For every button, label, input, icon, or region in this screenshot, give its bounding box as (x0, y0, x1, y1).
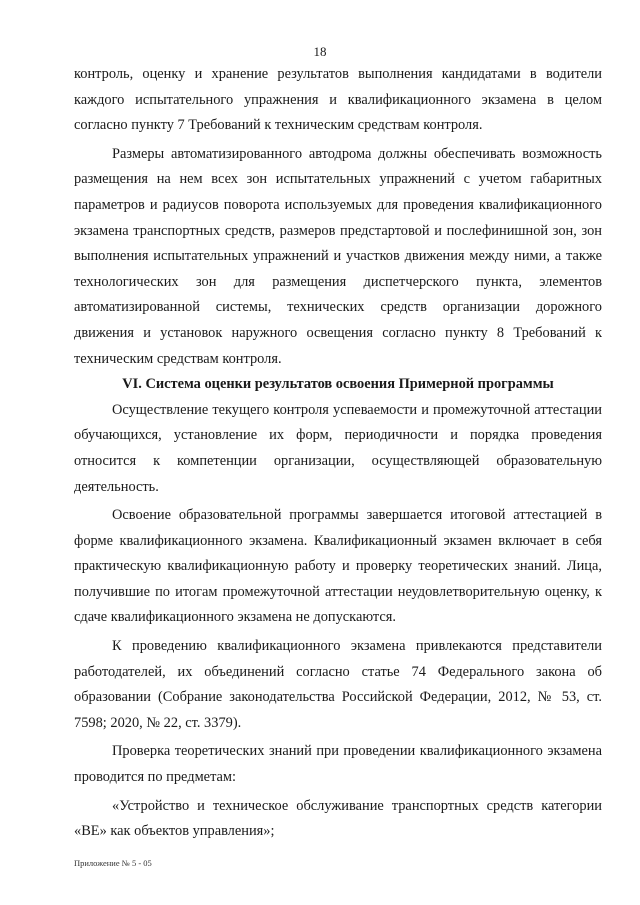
paragraph-autodrome-size: Размеры автоматизированного автодрома должны обеспечивать возможность размещения на нем всех зон испытательных упражнений с учетом габаритных параметров и радиусов поворота используемых для проведения квалификационного экзамена транспортных средств, размеров предстартовой и послефинишной зон, зон выполнения испытательных упражнений и участков движения между ними, а также технологических зон для размещения диспетчерского пункта, элементов автоматизированной системы, технических средств организации дорожного движения и установок наружного освещения согласно пункту 8 Требований к техническим средствам контроля. (74, 145, 602, 367)
page-number: 18 (313, 44, 327, 59)
paragraph-theory-check: Проверка теоретических знаний при проведении квалификационного экзамена проводится по предметам: (74, 743, 602, 786)
section-heading: VI. Система оценки результатов освоения Примерной программы (122, 376, 554, 393)
document-body (74, 62, 602, 845)
footer-note: Приложение № 5 - 05 (74, 858, 152, 868)
paragraph-employers: К проведению квалификационного экзамена привлекаются представители работодателей, их объединений согласно статье 74 Федерального закона об образовании (Собрание законодательства Российской Федерации, 2012, № 53, ст. 7598; 2020, № 22, ст. 3379). (74, 638, 602, 731)
paragraph-assessment: Осуществление текущего контроля успеваемости и промежуточной аттестации обучающихся, установление их форм, периодичности и порядка проведения относится к компетенции организации, осуществляющей образовательную деятельность. (74, 401, 602, 495)
paragraph-continuation: контроль, оценку и хранение результатов выполнения кандидатами в водители каждого испытательного упражнения и квалификационного экзамена в целом согласно пункту 7 Требований к техническим средствам контроля. (74, 66, 602, 134)
paragraph-subject-item: «Устройство и техническое обслуживание транспортных средств категории «ВЕ» как объектов управления»; (74, 797, 602, 840)
paragraph-final-attestation: Освоение образовательной программы завершается итоговой аттестацией в форме квалификационного экзамена. Квалификационный экзамен включает в себя практическую квалификационную работу и проверку теоретических знаний. Лица, получившие по итогам промежуточной аттестации неудовлетворительную оценку, к сдаче квалификационного экзамена не допускаются. (74, 507, 602, 626)
